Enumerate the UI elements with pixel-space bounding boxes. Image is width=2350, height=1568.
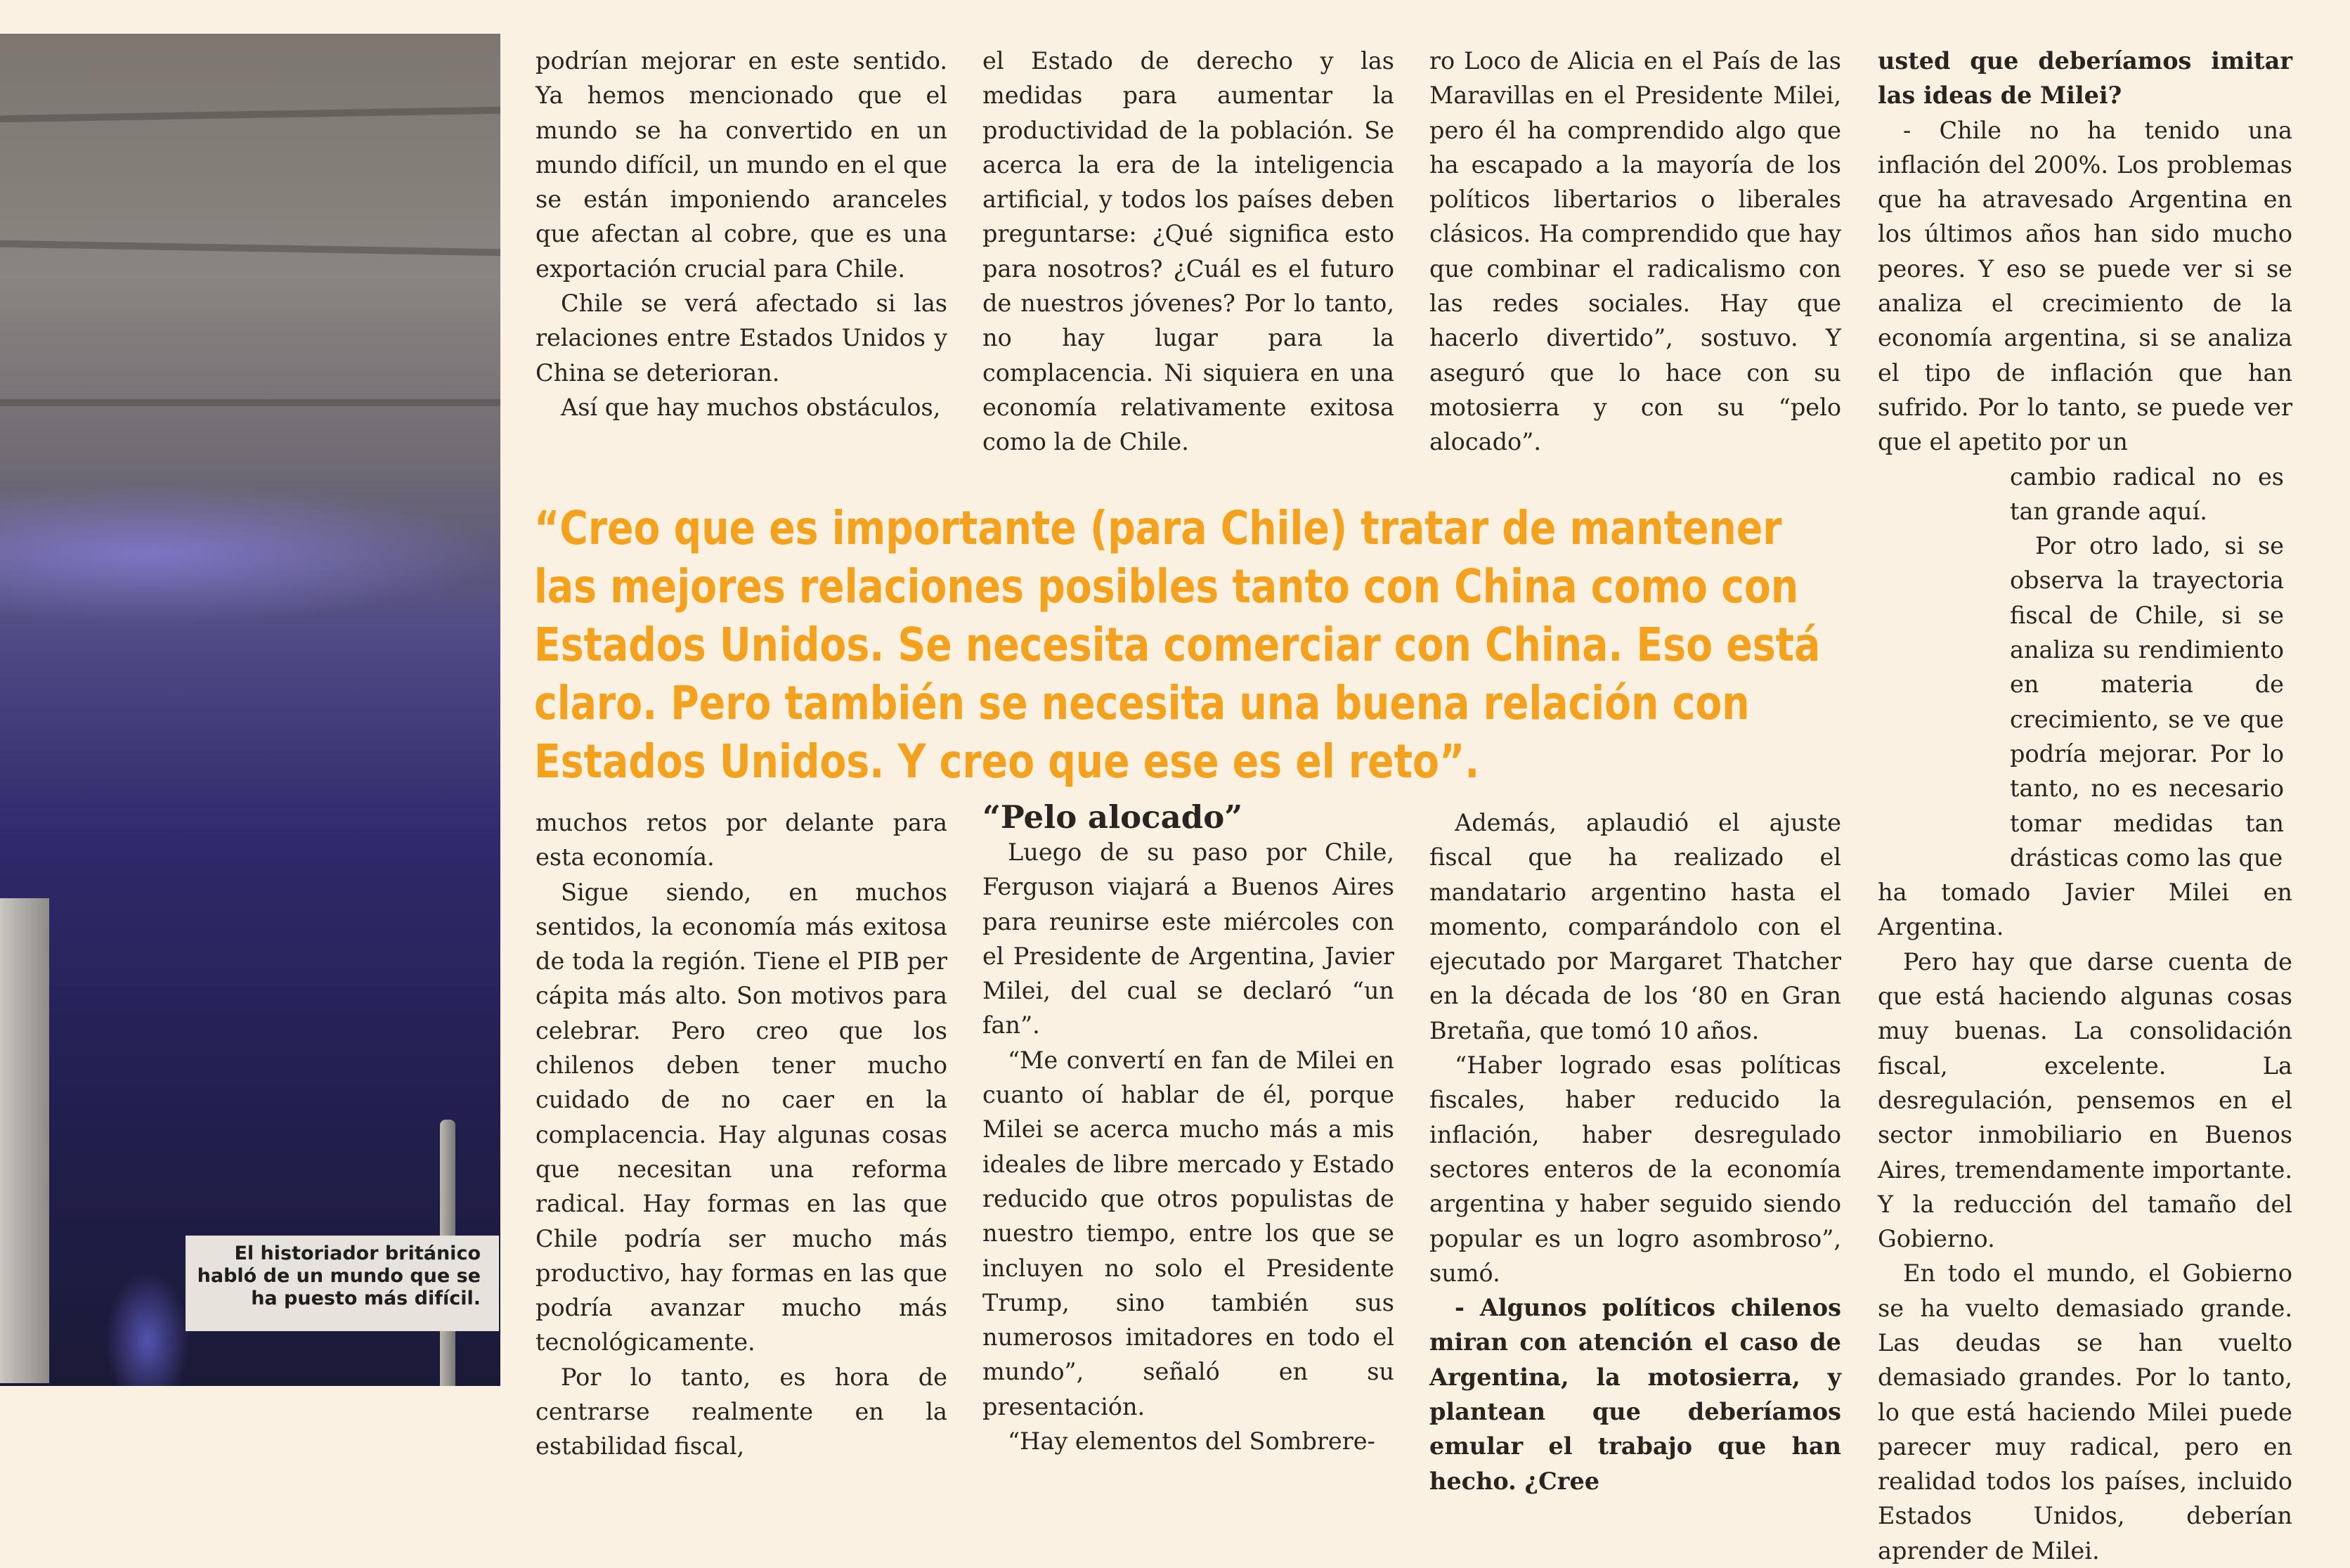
paragraph: “Haber logrado esas políticas fiscales, haber reducido la inflación, haber desregulado sectores enteros de la economía argentina y haber seguido siendo popular es un logro asombroso”, sumó. xyxy=(1429,1051,1841,1287)
narrow-wrap xyxy=(2010,460,2284,876)
paragraph: podrían mejorar en este sentido. Ya hemos mencionado que el mundo se ha convertido en un mundo difícil, un mundo en el que se están imponiendo aranceles que afectan al cobre, que es una exportación crucial para Chile. xyxy=(535,47,947,283)
paragraph: cambio radical no es tan grande aquí. xyxy=(2010,462,2284,525)
article-photo xyxy=(0,34,500,1386)
paragraph: Por otro lado, si se observa la trayectoria fiscal de Chile, si se analiza su rendimiento en materia de crecimiento, se ve que podría mejorar. Por lo tanto, no es necesario tomar medidas tan drásticas como las que xyxy=(2010,532,2284,872)
paragraph: Además, aplaudió el ajuste fiscal que ha realizado el mandatario argentino hasta el momento, comparándolo con el ejecutado por Margaret Thatcher en la década de los ‘80 en Gran Bretaña, que tomó 10 años. xyxy=(1429,809,1841,1044)
paragraph: “Me convertí en fan de Milei en cuanto oí hablar de él, porque Milei se acerca mucho más a mis ideales de libre mercado y Estado reducido que otros populistas de nuestro tiempo, entre los que se incluyen no solo el Presidente Trump, sino también sus numerosos imitadores en todo el mundo”, señaló en su presentación. xyxy=(982,1046,1394,1420)
interview-question: - Algunos políticos chilenos miran con atención el caso de Argentina, la motosierra, y plantean que deberíamos emular el trabajo que han hecho. ¿Cree xyxy=(1429,1294,1841,1495)
paragraph: - Chile no ha tenido una inflación del 200%. Los problemas que ha atravesado Argentina en los últimos años han sido mucho peores. Y eso se puede ver si se analiza el crecimiento de la economía argentina, si se analiza el tipo de inflación que han sufrido. Por lo tanto, se puede ver que el apetito por un xyxy=(1878,116,2292,456)
paragraph: muchos retos por delante para esta economía. xyxy=(535,809,947,872)
column-2-top xyxy=(982,44,1394,460)
pull-quote: “Creo que es importante (para Chile) tratar de mantener las mejores relaciones posibles tanto con China como con Estados Unidos. Se necesita comerciar con China. Eso está claro. Pero también se necesita una buena relación con Estados Unidos. Y creo que ese es el reto”. xyxy=(534,501,1821,789)
paragraph: Luego de su paso por Chile, Ferguson viajará a Buenos Aires para reunirse este miércoles con el Presidente de Argentina, Javier Milei, del cual se declaró “un fan”. xyxy=(982,838,1394,1039)
column-3-bottom xyxy=(1429,805,1841,1498)
column-2-bottom xyxy=(982,800,1394,1458)
paragraph: ro Loco de Alicia en el País de las Maravillas en el Presidente Milei, pero él ha comprendido algo que ha escapado a la mayoría de los políticos libertarios o liberales clásicos. Ha comprendido que hay que combinar el radicalismo con las redes sociales. Hay que hacerlo divertido”, sostuvo. Y aseguró que lo hace con su motosierra y con su “pelo alocado”. xyxy=(1429,47,1841,456)
paragraph: Chile se verá afectado si las relaciones entre Estados Unidos y China se deterioran. xyxy=(535,290,947,387)
question-end: usted que deberíamos imitar las ideas de Milei? xyxy=(1878,47,2292,110)
paragraph: Sigue siendo, en muchos sentidos, la economía más exitosa de toda la región. Tiene el PIB per cápita más alto. Son motivos para celebrar. Pero creo que los chilenos deben tener mucho cuidado de no caer en la complacencia. Hay algunas cosas que necesitan una reforma radical. Hay formas en las que Chile podría ser mucho más productivo, hay formas en las que podría avanzar mucho más tecnológicamente. xyxy=(535,878,947,1356)
section-heading: “Pelo alocado” xyxy=(982,798,1243,836)
column-1-bottom xyxy=(535,805,947,1464)
paragraph: ha tomado Javier Milei en Argentina. xyxy=(1878,879,2292,941)
column-1-top xyxy=(535,44,947,425)
paragraph: Pero hay que darse cuenta de que está haciendo algunas cosas muy buenas. La consolidación fiscal, excelente. La desregulación, pensemos en el sector inmobiliario en Buenos Aires, tremendamente importante. Y la reducción del tamaño del Gobierno. xyxy=(1878,947,2292,1253)
photo-caption: El historiador británico habló de un mundo que se ha puesto más difícil. xyxy=(186,1236,499,1331)
lectern xyxy=(0,898,49,1383)
paragraph: el Estado de derecho y las medidas para aumentar la productividad de la población. Se acerca la era de la inteligencia artificial, y todos los países deben preguntarse: ¿Qué significa esto para nosotros? ¿Cuál es el futuro de nuestros jóvenes? Por lo tanto, no hay lugar para la complacencia. Ni siquiera en una economía relativamente exitosa como la de Chile. xyxy=(982,47,1394,456)
column-3-top xyxy=(1429,44,1841,460)
paragraph: En todo el mundo, el Gobierno se ha vuelto demasiado grande. Las deudas se han vuelto demasiado grandes. Por lo tanto, lo que está haciendo Milei puede parecer muy radical, pero en realidad todos los países, incluido Estados Unidos, deberían aprender de Milei. xyxy=(1878,1259,2292,1564)
paragraph: Así que hay muchos obstáculos, xyxy=(561,393,941,421)
paragraph: “Hay elementos del Sombrere- xyxy=(1008,1427,1375,1456)
paragraph: Por lo tanto, es hora de centrarse realmente en la estabilidad fiscal, xyxy=(535,1363,947,1460)
column-4 xyxy=(1878,44,2292,1568)
